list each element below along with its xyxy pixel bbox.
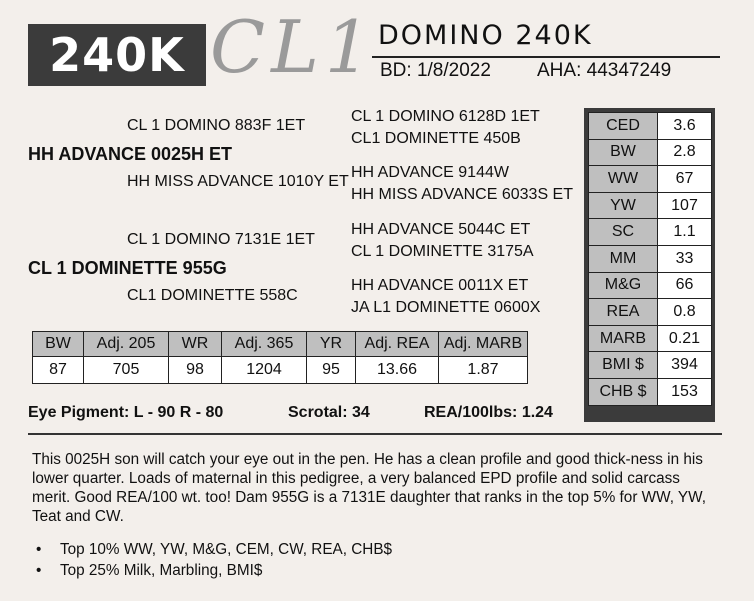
dam-sire: CL 1 DOMINO 7131E 1ET xyxy=(127,231,315,248)
epd-value: 107 xyxy=(658,192,712,219)
epd-value: 3.6 xyxy=(658,113,712,140)
perf-value: 13.66 xyxy=(356,357,439,384)
bull-name: DOMINO 240K xyxy=(378,20,593,51)
epd-row xyxy=(589,219,712,246)
sire-sire-sire: CL 1 DOMINO 6128D 1ET xyxy=(351,108,540,125)
perf-header: Adj. REA xyxy=(356,332,439,357)
dam-sire-sire: HH ADVANCE 5044C ET xyxy=(351,221,531,238)
name-underline xyxy=(372,56,720,58)
epd-value: 1.1 xyxy=(658,219,712,246)
performance-table xyxy=(32,331,528,384)
perf-value: 87 xyxy=(33,357,84,384)
highlights-list xyxy=(32,539,392,581)
epd-row xyxy=(589,352,712,379)
epd-row xyxy=(589,192,712,219)
epd-value: 0.8 xyxy=(658,299,712,326)
highlight-item: • Top 10% WW, YW, M&G, CEM, CW, REA, CHB$ xyxy=(32,539,392,560)
dam-dam: CL1 DOMINETTE 558C xyxy=(127,287,298,304)
sire-sire-dam: CL1 DOMINETTE 450B xyxy=(351,130,521,147)
epd-value: 67 xyxy=(658,166,712,193)
epd-value: 0.21 xyxy=(658,325,712,352)
epd-value: 394 xyxy=(658,352,712,379)
epd-row xyxy=(589,378,712,405)
performance-value-row xyxy=(33,357,528,384)
sire: HH ADVANCE 0025H ET xyxy=(28,144,233,164)
epd-label: BW xyxy=(589,139,658,166)
epd-label: M&G xyxy=(589,272,658,299)
description: This 0025H son will catch your eye out in the pen. He has a clean profile and good thick-ness in his lower quarter. Loads of maternal in this pedigree, a very balanced EPD profile and solid carcass merit. Good REA/100 wt. too! Dam 955G is a 7131E daughter that ranks in the top 5% for WW, YW, Teat and CW. xyxy=(32,451,706,525)
highlight-item: • Top 25% Milk, Marbling, BMI$ xyxy=(32,560,392,581)
dam-sire-dam: CL 1 DOMINETTE 3175A xyxy=(351,243,534,260)
perf-header: Adj. MARB xyxy=(439,332,528,357)
perf-value: 98 xyxy=(169,357,222,384)
epd-label: MARB xyxy=(589,325,658,352)
performance-header-row xyxy=(33,332,528,357)
epd-table xyxy=(588,112,712,406)
epd-row xyxy=(589,325,712,352)
epd-label: SC xyxy=(589,219,658,246)
epd-label: BMI $ xyxy=(589,352,658,379)
rea-per-100lbs: REA/100lbs: 1.24 xyxy=(424,404,553,421)
epd-label: YW xyxy=(589,192,658,219)
sire-dam-sire: HH ADVANCE 9144W xyxy=(351,164,509,181)
scrotal: Scrotal: 34 xyxy=(288,404,370,421)
section-divider xyxy=(28,433,722,435)
lot-number: 240K xyxy=(28,24,206,86)
birth-date: BD: 1/8/2022 xyxy=(380,60,491,81)
epd-label: CHB $ xyxy=(589,378,658,405)
epd-row xyxy=(589,166,712,193)
sire-dam: HH MISS ADVANCE 1010Y ET xyxy=(127,173,349,190)
perf-header: Adj. 205 xyxy=(84,332,169,357)
perf-value: 705 xyxy=(84,357,169,384)
epd-panel xyxy=(584,108,715,422)
perf-header: BW xyxy=(33,332,84,357)
epd-row xyxy=(589,245,712,272)
epd-value: 66 xyxy=(658,272,712,299)
perf-value: 1.87 xyxy=(439,357,528,384)
epd-row xyxy=(589,113,712,140)
epd-label: MM xyxy=(589,245,658,272)
perf-value: 95 xyxy=(307,357,356,384)
dam: CL 1 DOMINETTE 955G xyxy=(28,258,227,278)
perf-header: WR xyxy=(169,332,222,357)
epd-row xyxy=(589,299,712,326)
eye-pigment: Eye Pigment: L - 90 R - 80 xyxy=(28,404,224,421)
sire-dam-dam: HH MISS ADVANCE 6033S ET xyxy=(351,186,573,203)
dam-dam-sire: HH ADVANCE 0011X ET xyxy=(351,277,529,294)
epd-row xyxy=(589,139,712,166)
epd-label: CED xyxy=(589,113,658,140)
ranch-logo: CL1 xyxy=(210,5,377,89)
epd-row xyxy=(589,272,712,299)
dam-dam-dam: JA L1 DOMINETTE 0600X xyxy=(351,299,541,316)
perf-value: 1204 xyxy=(222,357,307,384)
epd-value: 153 xyxy=(658,378,712,405)
perf-header: Adj. 365 xyxy=(222,332,307,357)
epd-value: 2.8 xyxy=(658,139,712,166)
epd-label: REA xyxy=(589,299,658,326)
sire-sire: CL 1 DOMINO 883F 1ET xyxy=(127,117,306,134)
epd-value: 33 xyxy=(658,245,712,272)
perf-header: YR xyxy=(307,332,356,357)
epd-label: WW xyxy=(589,166,658,193)
aha-registration: AHA: 44347249 xyxy=(537,60,672,81)
